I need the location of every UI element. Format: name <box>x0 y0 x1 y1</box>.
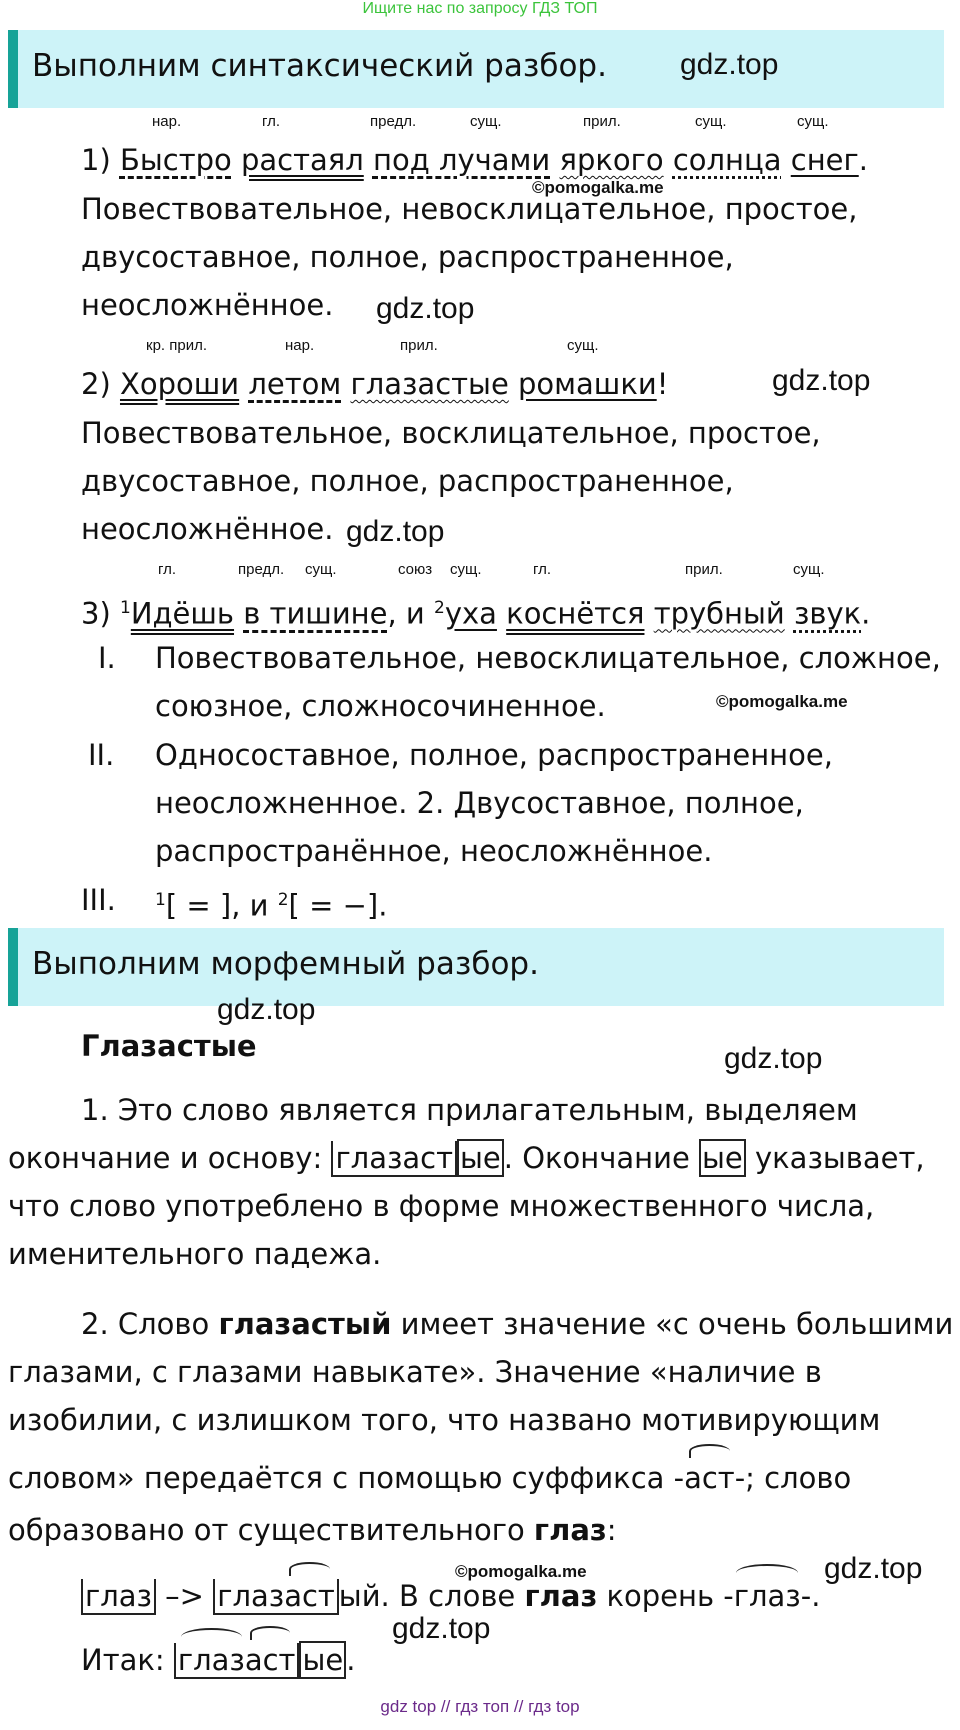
pos-label: прил. <box>583 113 621 130</box>
ending-box: ые <box>299 1641 346 1679</box>
watermark-gdz: gdz.top <box>217 993 316 1026</box>
ending-box: ые <box>699 1139 746 1177</box>
list-item-text: Односоставное, полное, распространенное, <box>155 738 833 772</box>
section-banner-morphemic <box>8 928 944 1006</box>
pos-label: сущ. <box>793 561 825 578</box>
watermark-gdz: gdz.top <box>376 292 475 325</box>
pos-label: сущ. <box>797 113 829 130</box>
paragraph-2-line: 2. Слово глазастый имеет значение «с очень большими <box>81 1307 954 1341</box>
derivation-line: глаз –> глазаст ый. В слове глаз корень -глаз-. <box>81 1572 820 1620</box>
pos-label: кр. прил. <box>146 337 208 354</box>
top-search-link[interactable]: Ищите нас по запросу ГДЗ ТОП <box>362 0 598 17</box>
pos-label: сущ. <box>305 561 337 578</box>
pos-label: прил. <box>685 561 723 578</box>
list-marker: I. <box>98 641 116 675</box>
list-marker: II. <box>88 738 115 772</box>
pos-label: нар. <box>152 113 182 130</box>
watermark-gdz: gdz.top <box>346 515 445 548</box>
sentence-3: 3) $^1$Идёшь в тишине, и $^2$уха коснётся трубный звук. <box>81 596 871 631</box>
pos-label: союз <box>398 561 433 578</box>
section-banner-syntax <box>8 30 944 108</box>
pos-label: сущ. <box>450 561 482 578</box>
word-heading: Глазастые <box>81 1029 257 1063</box>
watermark-gdz: gdz.top <box>392 1612 491 1645</box>
section-title: Выполним синтаксический разбор. <box>32 48 607 84</box>
sentence-1-desc: неосложнённое. <box>81 288 334 322</box>
list-item-text: распространённое, неосложнённое. <box>155 834 713 868</box>
list-item-text: союзное, сложносочиненное. <box>155 689 606 723</box>
pos-label: гл. <box>262 113 281 130</box>
suffix-mark: аст <box>684 1454 735 1502</box>
paragraph-1-line: именительного падежа. <box>8 1237 382 1271</box>
sentence-1-desc: Повествовательное, невосклицательное, простое, <box>81 192 858 226</box>
paragraph-1-line: окончание и основу: глазаст ые . Окончание ые указывает, <box>8 1141 925 1175</box>
pos-label: предл. <box>238 561 285 578</box>
list-marker: III. <box>81 883 116 917</box>
suffix-mark: аст <box>245 1636 296 1684</box>
sentence-2-desc: неосложнённое. <box>81 512 334 546</box>
pos-label: нар. <box>285 337 315 354</box>
scheme: $^1$[ = ], и $^2$[ = −]. <box>155 888 388 923</box>
pos-label: гл. <box>533 561 552 578</box>
watermark-pomogalka: ©pomogalka.me <box>532 178 664 197</box>
paragraph-2-line: глазами, с глазами навыкате». Значение «наличие в <box>8 1355 822 1389</box>
sentence-2-desc: двусоставное, полное, распространенное, <box>81 464 734 498</box>
watermark-gdz: gdz.top <box>772 364 871 397</box>
sentence-1: 1) Быстро растаял под лучами яркого солнца снег. <box>81 143 868 177</box>
watermark-gdz: gdz.top <box>724 1042 823 1075</box>
paragraph-1-line: что слово употреблено в форме множественного числа, <box>8 1189 875 1223</box>
base-mark: глаз <box>81 1579 156 1615</box>
root-mark: глаз <box>734 1572 801 1620</box>
paragraph-2-line: образовано от существительного глаз: <box>8 1513 617 1547</box>
watermark-gdz: gdz.top <box>824 1552 923 1585</box>
pos-label: гл. <box>158 561 177 578</box>
paragraph-2-line: изобилии, с излишком того, что названо мотивирующим <box>8 1403 881 1437</box>
pos-label: сущ. <box>567 337 599 354</box>
suffix-mark: аст <box>284 1572 335 1620</box>
sentence-2-desc: Повествовательное, восклицательное, простое, <box>81 416 821 450</box>
pos-label: сущ. <box>695 113 727 130</box>
list-item-text: неосложненное. 2. Двусоставное, полное, <box>155 786 804 820</box>
section-title: Выполним морфемный разбор. <box>32 946 539 982</box>
ending-box: ые <box>457 1139 504 1177</box>
bottom-links[interactable]: gdz top // гдз топ // гдз top <box>380 1697 580 1716</box>
pos-label: прил. <box>400 337 438 354</box>
paragraph-1-line: 1. Это слово является прилагательным, выделяем <box>81 1093 858 1127</box>
watermark-pomogalka: ©pomogalka.me <box>455 1562 587 1581</box>
base-mark <box>174 1643 300 1679</box>
pos-label: сущ. <box>470 113 502 130</box>
base-mark: глазаст <box>213 1579 339 1615</box>
summary-line: Итак: глазаст ые . <box>81 1636 355 1684</box>
paragraph-2-line: словом» передаётся с помощью суффикса -аст-; слово <box>8 1454 851 1502</box>
watermark-pomogalka: ©pomogalka.me <box>716 692 848 711</box>
sentence-1-desc: двусоставное, полное, распространенное, <box>81 240 734 274</box>
base-mark: глазаст <box>331 1141 457 1177</box>
watermark-gdz: gdz.top <box>680 48 779 81</box>
sentence-2: 2) Хороши летом глазастые ромашки! <box>81 367 669 401</box>
list-item-text: Повествовательное, невосклицательное, сложное, <box>155 641 941 675</box>
pos-label: предл. <box>370 113 417 130</box>
root-mark: глаз <box>178 1636 245 1684</box>
